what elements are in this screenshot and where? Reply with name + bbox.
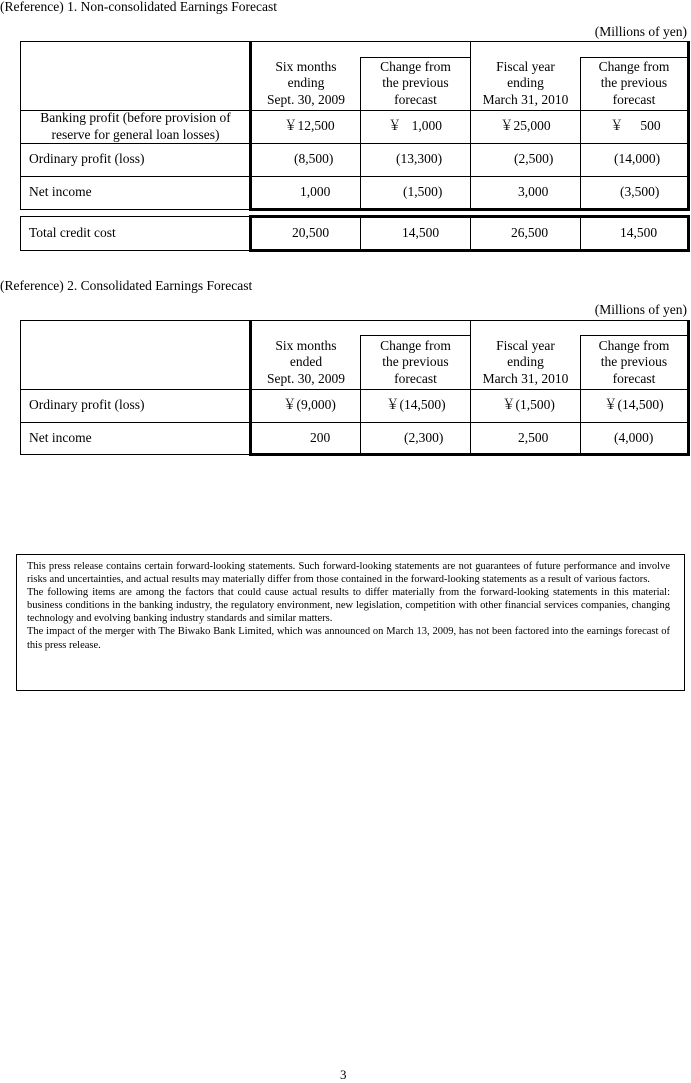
value-cell: ￥ 500	[610, 118, 661, 134]
value-cell: (1,500)	[403, 184, 443, 200]
value-cell: ￥(9,000)	[283, 397, 336, 413]
disclaimer-paragraph: The following items are among the factors that could cause actual results to differ materially from the forward-looking statements in this material: business conditions in the banking industry, the regulatory environment, new legislation, competition with other financial services companies, changing technology and evolving banking industry standards and similar matters.	[27, 587, 670, 625]
row-label-banking-profit: Banking profit (before provision of reserve for general loan losses)	[40, 110, 231, 142]
header-six-months: Six months ended Sept. 30, 2009	[266, 337, 345, 386]
section2-title: (Reference) 2. Consolidated Earnings Forecast	[0, 278, 253, 293]
value-cell: 200	[310, 429, 331, 445]
value-cell: (2,500)	[514, 151, 554, 167]
value-cell: 20,500	[292, 225, 330, 241]
row-label-ordinary-profit: Ordinary profit (loss)	[29, 151, 145, 167]
value-cell: (3,500)	[620, 184, 660, 200]
value-cell: 26,500	[511, 225, 549, 241]
disclaimer-paragraph: The impact of the merger with The Biwako Bank Limited, which was announced on March 13, 2009, has not been factored into the earnings forecast of this press release.	[27, 626, 670, 651]
section2-unit: (Millions of yen)	[594, 302, 687, 317]
header-six-months: Six months ending Sept. 30, 2009	[266, 58, 345, 107]
value-cell: (14,000)	[614, 151, 661, 167]
header-change-2: Change from the previous forecast	[598, 58, 670, 107]
value-cell: (13,300)	[396, 151, 443, 167]
header-change-1: Change from the previous forecast	[380, 58, 451, 107]
forward-looking-disclaimer	[16, 554, 685, 691]
section1-unit: (Millions of yen)	[594, 24, 687, 39]
value-cell: 14,500	[402, 225, 440, 241]
section1-title: (Reference) 1. Non-consolidated Earnings Forecast	[0, 0, 278, 14]
row-label-net-income: Net income	[29, 429, 92, 445]
page-number: 3	[340, 1067, 347, 1082]
value-cell: 2,500	[518, 429, 549, 445]
value-cell: ￥25,000	[500, 118, 551, 134]
value-cell: (4,000)	[614, 429, 654, 445]
value-cell: ￥(14,500)	[386, 397, 446, 413]
header-fiscal-year: Fiscal year ending March 31, 2010	[482, 58, 569, 107]
header-change-1: Change from the previous forecast	[380, 337, 451, 386]
value-cell: (8,500)	[294, 151, 334, 167]
value-cell: ￥12,500	[284, 118, 335, 134]
value-cell: ￥(14,500)	[604, 397, 664, 413]
value-cell: ￥ 1,000	[388, 118, 442, 134]
disclaimer-paragraph: This press release contains certain forward-looking statements. Such forward-looking statements are not guarantees of future performance and involve risks and uncertainties, and actual results may materially differ from those contained in the forward-looking statements as a result of various factors.	[27, 561, 670, 586]
value-cell: 3,000	[518, 184, 549, 200]
value-cell: ￥(1,500)	[502, 397, 555, 413]
value-cell: 14,500	[620, 225, 658, 241]
header-change-2: Change from the previous forecast	[598, 337, 670, 386]
row-label-net-income: Net income	[29, 184, 92, 200]
row-label-ordinary-profit: Ordinary profit (loss)	[29, 397, 145, 413]
value-cell: 1,000	[300, 184, 331, 200]
header-fiscal-year: Fiscal year ending March 31, 2010	[482, 337, 569, 386]
value-cell: (2,300)	[404, 429, 444, 445]
row-label-total-credit-cost: Total credit cost	[29, 225, 116, 241]
